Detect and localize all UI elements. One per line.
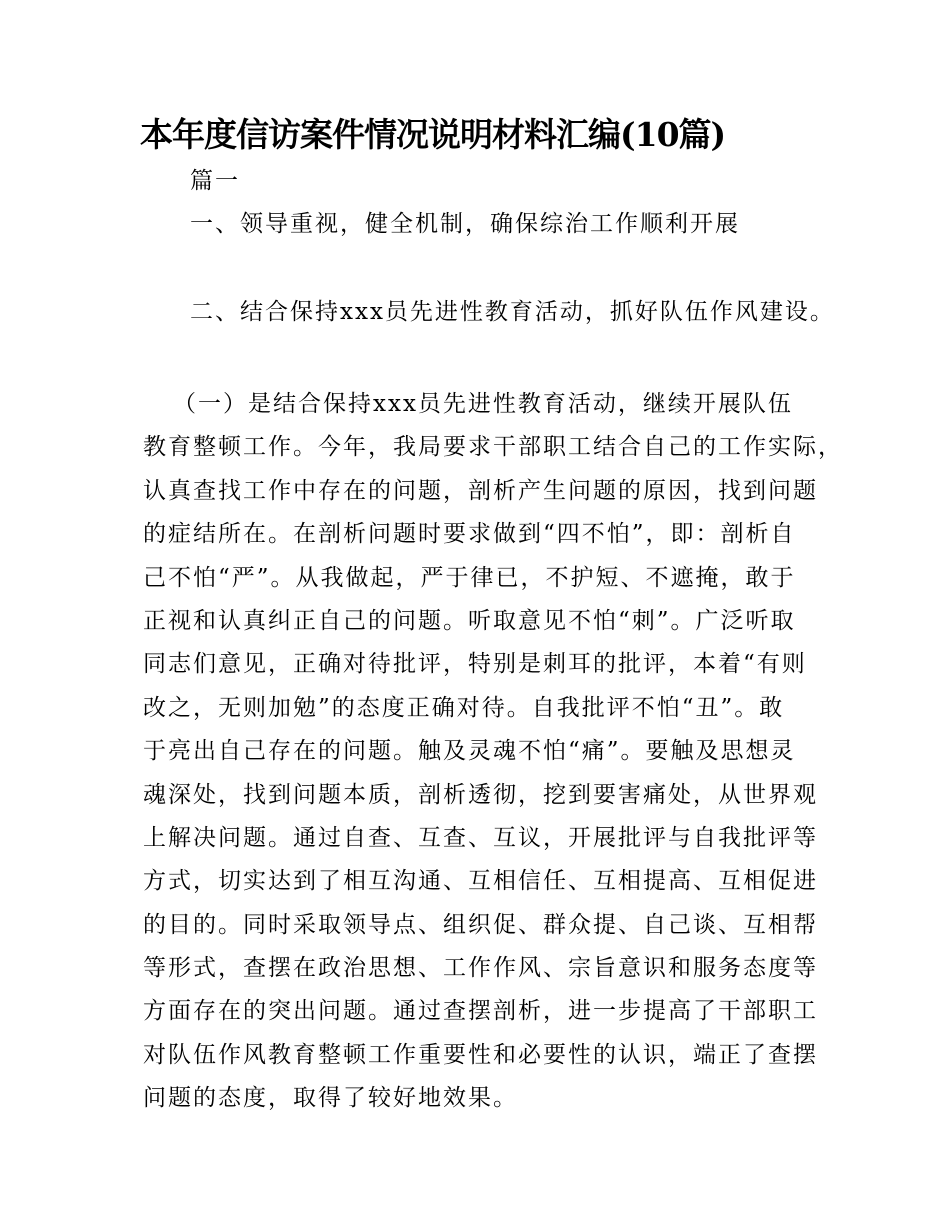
section-heading-2: 二、结合保持xxx员先进性教育活动，抓好队伍作风建设。	[190, 299, 835, 325]
piece-label: 篇一	[190, 168, 240, 194]
section-heading-1: 一、领导重视，健全机制，确保综治工作顺利开展	[190, 211, 740, 237]
paragraph-line: 正视和认真纠正自己的问题。听取意见不怕“刺”。广泛听取	[143, 607, 796, 634]
paragraph-line: 于亮出自己存在的问题。触及灵魂不怕“痛”。要触及思想灵	[143, 738, 796, 765]
paragraph-line: 同志们意见，正确对待批评，特别是刺耳的批评，本着“有则	[143, 651, 807, 678]
paragraph-line: 等形式，查摆在政治思想、工作作风、宗旨意识和服务态度等	[143, 955, 818, 982]
paragraph-line: 上解决问题。通过自查、互查、互议，开展批评与自我批评等	[143, 824, 818, 851]
document-title: 本年度信访案件情况说明材料汇编(10篇)	[140, 115, 726, 154]
body-paragraph	[143, 383, 843, 1121]
paragraph-line: 方面存在的突出问题。通过查摆剖析，进一步提高了干部职工	[143, 998, 818, 1025]
paragraph-line: 的症结所在。在剖析问题时要求做到“四不怕”，即：剖析自	[143, 521, 796, 548]
paragraph-line: 对队伍作风教育整顿工作重要性和必要性的认识，端正了查摆	[143, 1041, 818, 1068]
paragraph-line: 教育整顿工作。今年，我局要求干部职工结合自己的工作实际，	[143, 434, 843, 461]
paragraph-line: 问题的态度，取得了较好地效果。	[143, 1085, 518, 1112]
paragraph-line: 改之，无则加勉”的态度正确对待。自我批评不怕“丑”。敢	[143, 694, 785, 721]
paragraph-line: 己不怕“严”。从我做起，严于律已，不护短、不遮掩，敢于	[143, 564, 796, 591]
paragraph-line: 魂深处，找到问题本质，剖析透彻，挖到要害痛处，从世界观	[143, 781, 818, 808]
paragraph-line: 认真查找工作中存在的问题，剖析产生问题的原因，找到问题	[143, 477, 818, 504]
paragraph-line: 方式，切实达到了相互沟通、互相信任、互相提高、互相促进	[143, 868, 818, 895]
paragraph-line: 的目的。同时采取领导点、组织促、群众提、自己谈、互相帮	[143, 911, 818, 938]
paragraph-line: （一）是结合保持xxx员先进性教育活动，继续开展队伍	[173, 391, 793, 417]
